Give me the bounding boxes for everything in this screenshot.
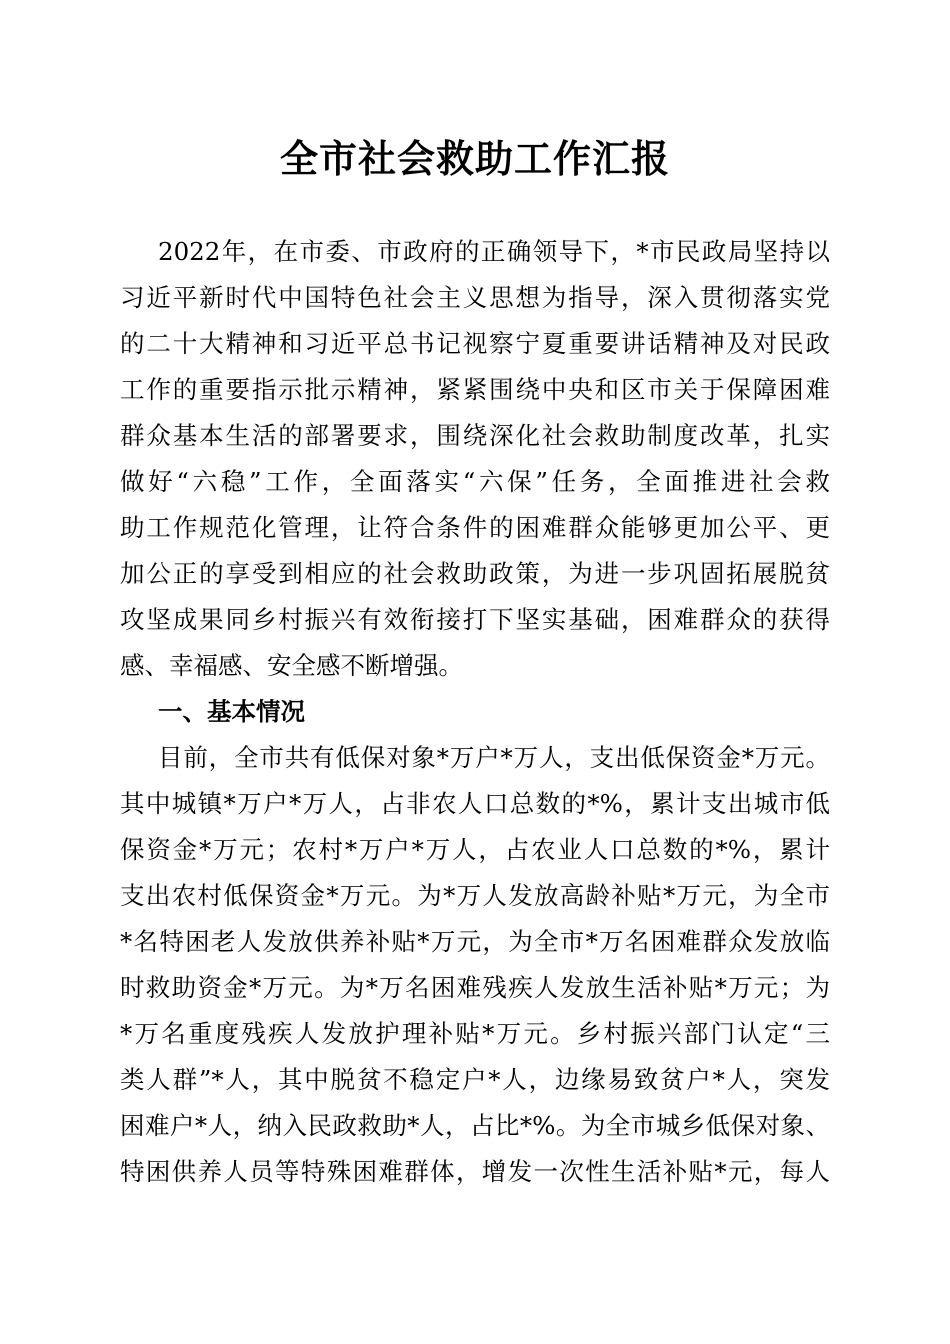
paragraph-line: 特困供养人员等特殊困难群体，增发一次性生活补贴*元，每人 xyxy=(120,1157,830,1186)
document-body xyxy=(120,229,830,1195)
paragraph-line: 习近平新时代中国特色社会主义思想为指导，深入贯彻落实党 xyxy=(120,283,830,312)
paragraph-line: 助工作规范化管理，让符合条件的困难群众能够更加公平、更 xyxy=(120,513,830,542)
paragraph-line: 2022年，在市委、市政府的正确领导下，*市民政局坚持以 xyxy=(158,237,830,266)
paragraph-line: 做好“六稳”工作，全面落实“六保”任务，全面推进社会救 xyxy=(120,467,830,496)
paragraph-line: 群众基本生活的部署要求，围绕深化社会救助制度改革，扎实 xyxy=(120,421,830,450)
paragraph-line: *万名重度残疾人发放护理补贴*万元。乡村振兴部门认定“三 xyxy=(120,1019,830,1048)
section-heading: 一、基本情况 xyxy=(158,697,305,726)
paragraph-line: 目前，全市共有低保对象*万户*万人，支出低保资金*万元。 xyxy=(158,743,830,772)
paragraph-line: 支出农村低保资金*万元。为*万人发放高龄补贴*万元，为全市 xyxy=(120,881,830,910)
paragraph-line: 保资金*万元；农村*万户*万人，占农业人口总数的*%，累计 xyxy=(120,835,830,864)
paragraph-line: 攻坚成果同乡村振兴有效衔接打下坚实基础，困难群众的获得 xyxy=(120,605,830,634)
paragraph-line: 其中城镇*万户*万人，占非农人口总数的*%，累计支出城市低 xyxy=(120,789,830,818)
paragraph-line: 感、幸福感、安全感不断增强。 xyxy=(120,651,463,680)
paragraph-line: 困难户*人，纳入民政救助*人，占比*%。为全市城乡低保对象、 xyxy=(120,1111,830,1140)
paragraph-line: 的二十大精神和习近平总书记视察宁夏重要讲话精神及对民政 xyxy=(120,329,830,358)
paragraph-line: 加公正的享受到相应的社会救助政策，为进一步巩固拓展脱贫 xyxy=(120,559,830,588)
paragraph-line: 工作的重要指示批示精神，紧紧围绕中央和区市关于保障困难 xyxy=(120,375,830,404)
paragraph-line: *名特困老人发放供养补贴*万元，为全市*万名困难群众发放临 xyxy=(120,927,830,956)
document-title: 全市社会救助工作汇报 xyxy=(279,137,670,181)
paragraph-line: 类人群”*人，其中脱贫不稳定户*人，边缘易致贫户*人，突发 xyxy=(120,1065,830,1094)
paragraph-line: 时救助资金*万元。为*万名困难残疾人发放生活补贴*万元；为 xyxy=(120,973,830,1002)
